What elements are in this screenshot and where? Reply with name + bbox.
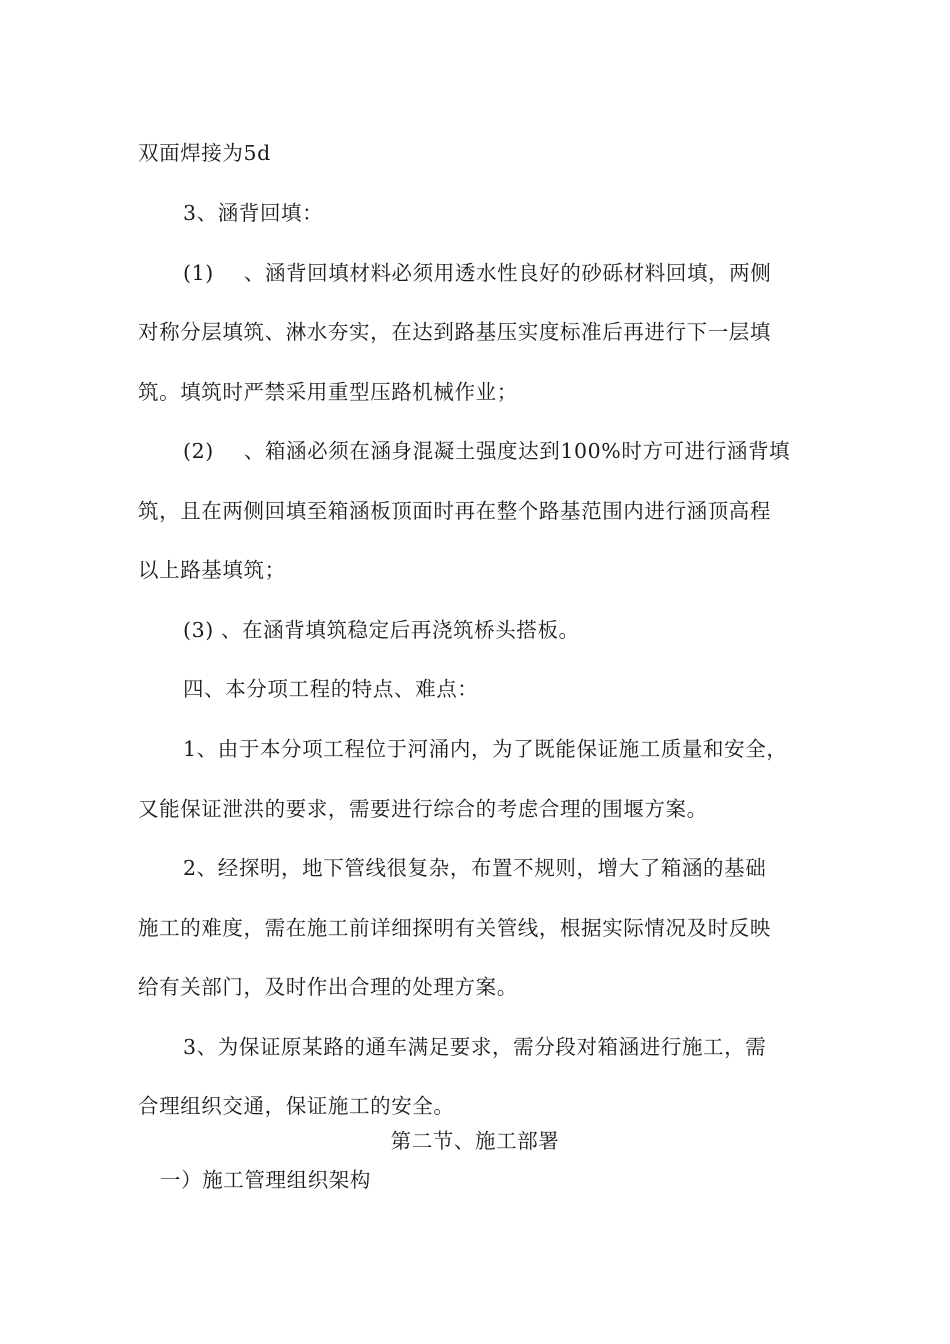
paragraph-line: 3、为保证原某路的通车满足要求，需分段对箱涵进行施工，需 [183,1035,767,1059]
item-text: 、箱涵必须在涵身混凝土强度达到100%时方可进行涵背填 [243,439,791,463]
paragraph-line: (3) 、在涵背填筑稳定后再浇筑桥头搭板。 [183,618,580,642]
paragraph-line [183,437,790,465]
paragraph-heading: 四、本分项工程的特点、难点： [183,677,479,701]
paragraph-line: 双面焊接为5d [138,141,271,165]
subsection-title: 一）施工管理组织架构 [160,1168,371,1192]
paragraph-heading: 3、涵背回填： [183,201,324,225]
section-title: 第二节、施工部署 [390,1129,560,1153]
paragraph-line [183,259,771,287]
paragraph-line: 对称分层填筑、淋水夯实，在达到路基压实度标准后再进行下一层填 [138,320,771,344]
paragraph-line: 以上路基填筑； [138,558,286,582]
paragraph-line: 给有关部门，及时作出合理的处理方案。 [138,975,518,999]
item-number: (2) [183,439,214,463]
paragraph-line: 筑。填筑时严禁采用重型压路机械作业； [138,380,518,404]
item-number: (1) [183,261,214,285]
paragraph-line: 又能保证泄洪的要求，需要进行综合的考虑合理的围堰方案。 [138,797,708,821]
paragraph-line: 1、由于本分项工程位于河涌内，为了既能保证施工质量和安全， [183,737,788,761]
paragraph-line: 合理组织交通，保证施工的安全。 [138,1094,455,1118]
paragraph-line: 筑，且在两侧回填至箱涵板顶面时再在整个路基范围内进行涵顶高程 [138,499,771,523]
paragraph-line: 2、经探明，地下管线很复杂，布置不规则，增大了箱涵的基础 [183,856,767,880]
paragraph-line: 施工的难度，需在施工前详细探明有关管线，根据实际情况及时反映 [138,916,771,940]
item-text: 、涵背回填材料必须用透水性良好的砂砾材料回填，两侧 [243,261,772,285]
